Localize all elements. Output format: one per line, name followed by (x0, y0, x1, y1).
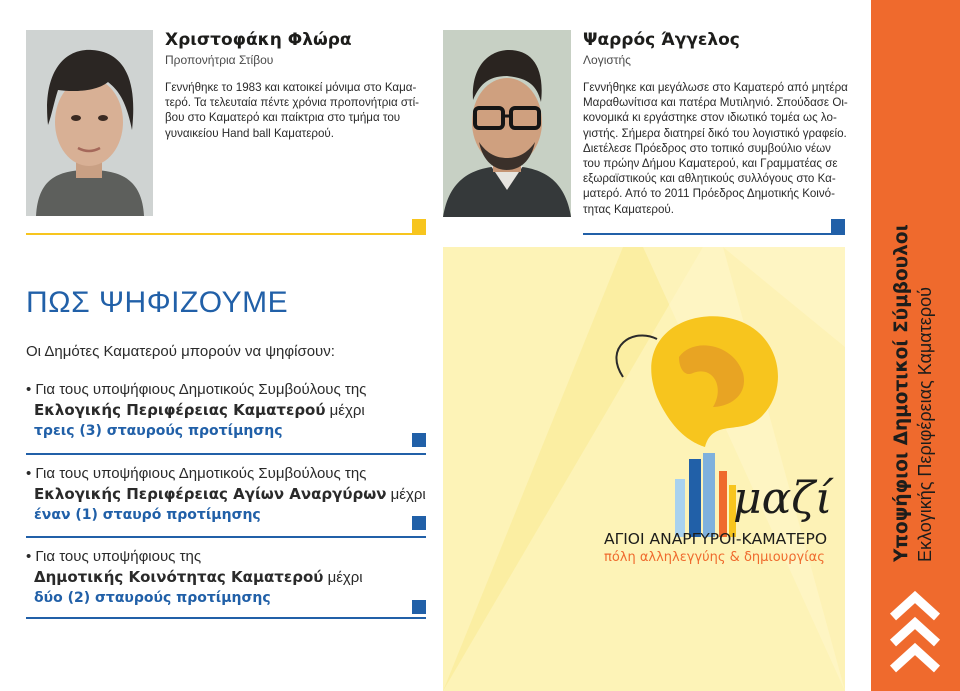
divider-line (583, 233, 845, 235)
bio-line: τερό. Τα τελευταία πέντε χρόνια προπονήτρια στί- (165, 96, 420, 110)
sidebar-title: Υποψήφιοι Δημοτικοί Σύμβουλοι (891, 224, 912, 562)
candidate2-photo (443, 30, 571, 217)
divider-line (26, 536, 426, 538)
bio-line: ματερό. Από το 2011 Πρόεδρος Δημοτικής Κοινό- (583, 187, 835, 201)
item-until: μέχρι (325, 402, 365, 419)
item-text: • Για τους υποψήφιους της (26, 548, 202, 565)
logo-panel (443, 247, 845, 691)
divider-line (26, 233, 426, 235)
item-region: Δημοτικής Κοινότητας Καματερού (34, 568, 324, 586)
blue-square-icon (412, 516, 426, 530)
bio-line: Γεννήθηκε το 1983 και κατοικεί μόνιμα στο Καμα- (165, 81, 417, 94)
blue-square-icon (412, 600, 426, 614)
item-votes: δύο (2) σταυρούς προτίμησης (34, 590, 271, 606)
divider-line (26, 453, 426, 455)
voting-item-3 (26, 546, 363, 609)
yellow-square-icon (412, 219, 426, 233)
bio-line: βου στο Καματερό και παίκτρια στο τμήμα του (165, 111, 401, 125)
sidebar (871, 0, 960, 691)
candidate1-bio (165, 80, 427, 141)
bio-line: Μαραθωνίτισα και πατέρα Μυτιληνιό. Σπούδασε Οι- (583, 96, 848, 110)
logo-main: ΑΓΙΟΙ ΑΝΑΡΓΥΡΟΙ-ΚΑΜΑΤΕΡΟ (604, 530, 828, 548)
sidebar-subtitle: Εκλογικής Περιφέρειας Καματερού (915, 287, 935, 562)
logo-tagline: πόλη αλληλεγγύης & δημιουργίας (604, 550, 825, 565)
bio-line: Διετέλεσε Πρόεδρος στο τοπικό συμβούλιο νέων (583, 141, 831, 155)
bio-line: εξωραϊστικούς και αθλητικούς συλλόγους στο Κα- (583, 172, 836, 186)
candidate2-bio (583, 80, 847, 217)
logo-script: μαζί (733, 473, 833, 524)
woman-portrait-icon (26, 30, 153, 216)
item-text: • Για τους υποψήφιους Δημοτικούς Συμβούλους της (26, 465, 367, 482)
bio-line: κονομικά κι εργάστηκε στον ιδιωτικό τομέα ως λο- (583, 111, 837, 125)
item-votes: τρεις (3) σταυρούς προτίμησης (34, 423, 283, 439)
divider-line (26, 617, 426, 619)
blue-square-icon (831, 219, 845, 233)
item-until: μέχρι (386, 486, 426, 503)
item-until: μέχρι (323, 569, 363, 586)
voting-intro: Οι Δημότες Καματερού μπορούν να ψηφίσουν: (26, 343, 335, 360)
item-votes: έναν (1) σταυρό προτίμησης (34, 507, 261, 523)
candidate2-role: Λογιστής (583, 53, 631, 67)
item-region: Εκλογικής Περιφέρειας Καματερού (34, 401, 326, 419)
bio-line: του πρώην Δήμου Καματερού, και Γραμματέας σε (583, 157, 838, 171)
candidate1-role: Προπονήτρια Στίβου (165, 53, 274, 67)
voting-title: ΠΩΣ ΨΗΦΙΖΟΥΜΕ (26, 286, 289, 319)
blue-square-icon (412, 433, 426, 447)
voting-item-2 (26, 463, 426, 526)
candidate2-name: Ψαρρός Άγγελος (583, 30, 740, 50)
tree-logo-icon (443, 247, 845, 691)
man-portrait-icon (443, 30, 571, 217)
item-region: Εκλογικής Περιφέρειας Αγίων Αναργύρων (34, 485, 387, 503)
candidate1-name: Χριστοφάκη Φλώρα (165, 30, 352, 50)
bio-line: Γεννήθηκε και μεγάλωσε στο Καματερό από μητέρα (583, 81, 848, 94)
item-text: • Για τους υποψήφιους Δημοτικούς Συμβούλους της (26, 381, 367, 398)
chevrons-up-icon (885, 589, 945, 679)
candidate1-photo (26, 30, 153, 216)
bio-line: γιστής. Σήμερα διατηρεί δικό του λογιστικό γραφείο. (583, 126, 847, 140)
bio-line: τητας Καματερού. (583, 202, 674, 216)
bio-line: γυναικείου Hand ball Καματερού. (165, 126, 334, 140)
voting-item-1 (26, 379, 366, 442)
